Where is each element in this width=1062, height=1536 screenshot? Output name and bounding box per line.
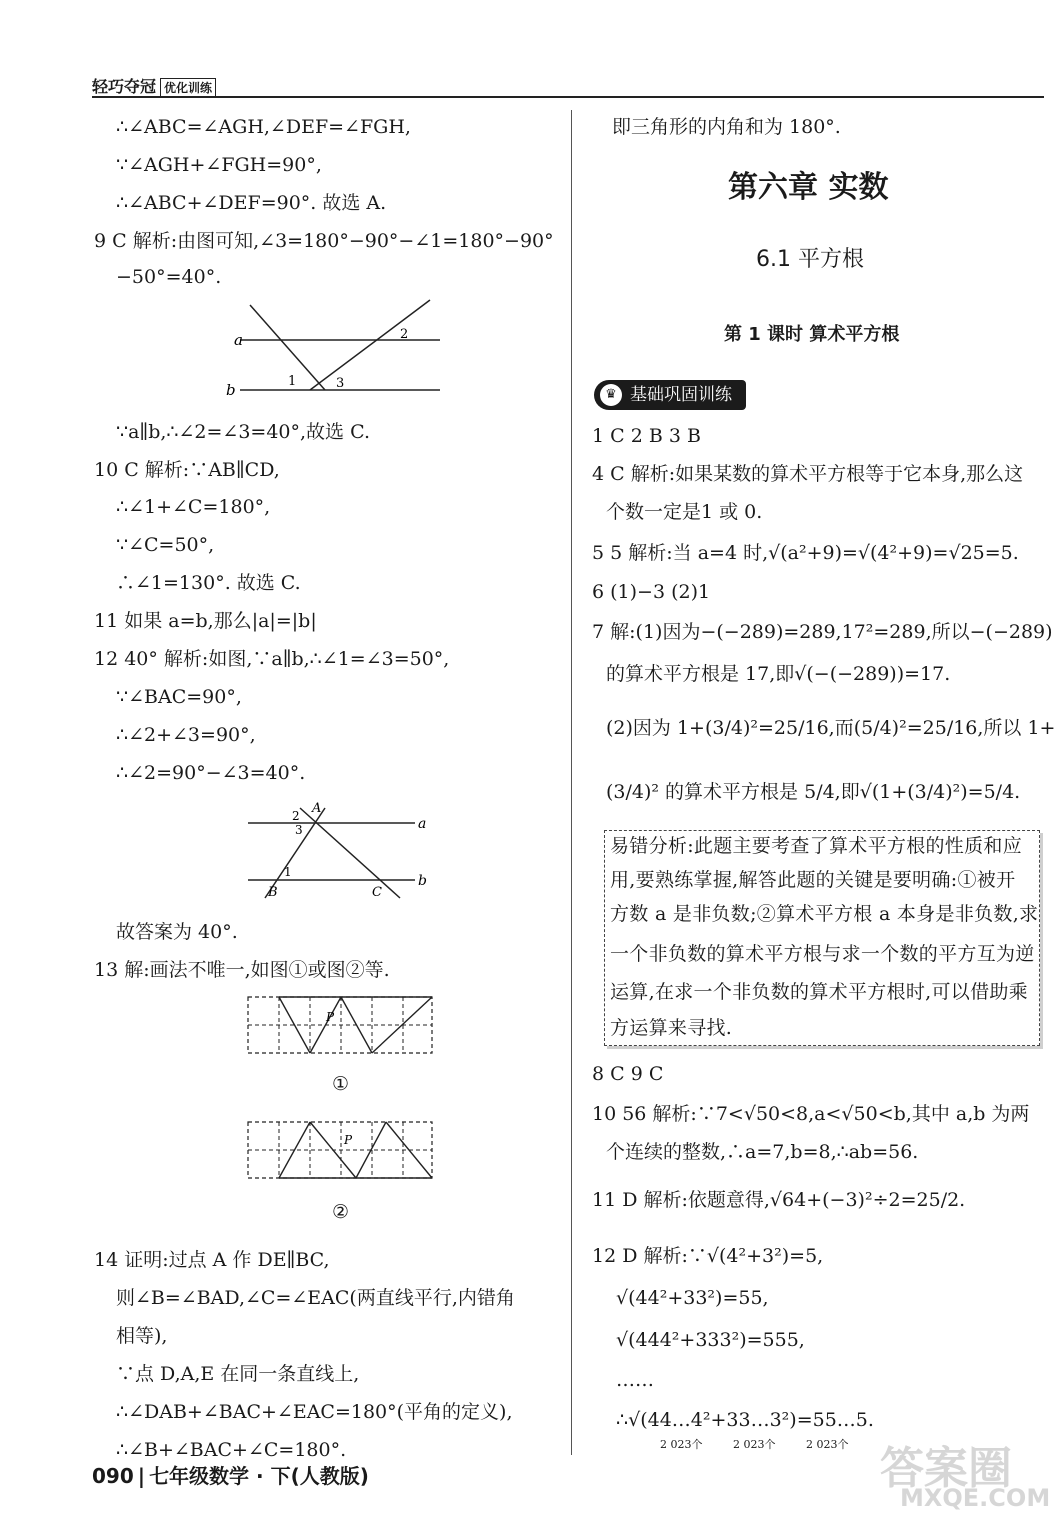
angle-2: 2 (292, 809, 300, 823)
answer-5: 5 5 解析:当 a=4 时,√(a²+9)=√(4²+9)=√25=5. (592, 542, 1019, 564)
note-line: 运算,在求一个非负数的算术平方根时,可以借助乘 (610, 981, 1028, 1003)
section-banner (594, 380, 746, 410)
text-line: …… (616, 1369, 654, 1391)
figure-caption-1: ① (332, 1073, 350, 1095)
text-line: 即三角形的内角和为 180°. (612, 116, 841, 138)
header-logo: 轻巧夺冠 优化训练 (92, 74, 216, 97)
answer-10: 10 C 解析:∵AB∥CD, (94, 459, 280, 481)
angle-3: 3 (295, 823, 303, 837)
text-line: ∵点 D,A,E 在同一条直线上, (116, 1363, 360, 1385)
text-line: 相等), (116, 1325, 168, 1347)
text-line: ∵∠C=50°, (116, 534, 215, 556)
label-b: b (418, 873, 427, 889)
text-line: ∴∠DAB+∠BAC+∠EAC=180°(平角的定义), (116, 1401, 513, 1423)
text-line: ∴∠B+∠BAC+∠C=180°. (116, 1439, 347, 1461)
error-analysis-box (604, 830, 1040, 1046)
angle-2: 2 (400, 327, 409, 342)
answer-9: 9 C 解析:由图可知,∠3=180°−90°−∠1=180°−90° (94, 230, 554, 252)
point-P: P (326, 1010, 335, 1024)
banner-label: 基础巩固训练 (630, 385, 732, 405)
answer-12: 12 D 解析:∵√(4²+3²)=5, (592, 1245, 824, 1267)
answer-12: 12 40° 解析:如图,∵a∥b,∴∠1=∠3=50°, (94, 648, 450, 670)
label-a: a (418, 816, 427, 832)
text-line: (3/4)² 的算术平方根是 5/4,即√(1+(3/4)²)=5/4. (606, 781, 1021, 803)
text-line: ∴∠2=90°−∠3=40°. (116, 762, 306, 784)
subscript-label: 2 023个 (733, 1438, 776, 1451)
answer-8-9: 8 C 9 C (592, 1063, 664, 1085)
figure-caption-2: ② (332, 1201, 350, 1223)
text-line: 的算术平方根是 17,即√(−(−289))=17. (606, 663, 951, 685)
text-line: 故答案为 40°. (116, 921, 238, 943)
header-badge: 优化训练 (160, 78, 216, 97)
figure-q13-1 (246, 995, 436, 1057)
note-line: 易错分析:此题主要考查了算术平方根的性质和应 (610, 835, 1023, 857)
note-line: 用,要熟练掌握,解答此题的关键是要明确:①被开 (610, 869, 1016, 891)
figure-q12 (240, 798, 440, 908)
header-rule (92, 96, 1044, 98)
answer-11: 11 D 解析:依题意得,√64+(−3)²÷2=25/2. (592, 1189, 966, 1211)
text-line: 个数一定是1 或 0. (606, 501, 763, 523)
text-line: ∴∠2+∠3=90°, (116, 724, 256, 746)
text-line: −50°=40°. (116, 266, 222, 288)
watermark-url: MXQE.COM (900, 1484, 1051, 1512)
figure-q13-2 (246, 1120, 436, 1182)
answer-10: 10 56 解析:∵7<√50<8,a<√50<b,其中 a,b 为两 (592, 1103, 1030, 1125)
subscript-label: 2 023个 (806, 1438, 849, 1451)
page-footer: 090 | 七年级数学 · 下(人教版) (92, 1464, 369, 1488)
text-line: ∴∠ABC=∠AGH,∠DEF=∠FGH, (116, 116, 411, 138)
point-P: P (344, 1133, 353, 1147)
angle-1: 1 (284, 865, 292, 879)
text-line: ∴∠1+∠C=180°, (116, 496, 271, 518)
text-line: 则∠B=∠BAD,∠C=∠EAC(两直线平行,内错角 (116, 1287, 515, 1309)
point-B: B (268, 885, 278, 900)
section-title: 6.1 平方根 (756, 247, 864, 272)
page-number: 090 (92, 1464, 134, 1488)
text-line: ∵∠BAC=90°, (116, 686, 242, 708)
watermark-logo: 答案圈 (880, 1443, 1012, 1494)
text-line: ∴∠1=130°. 故选 C. (116, 572, 301, 594)
text-line: ∴√(44…4²+33…3²)=55…5. (616, 1409, 874, 1431)
text-line: ∵a∥b,∴∠2=∠3=40°,故选 C. (116, 421, 370, 443)
note-line: 方运算来寻找. (610, 1017, 733, 1039)
text-line: √(444²+333²)=555, (616, 1329, 805, 1351)
point-A: A (312, 801, 322, 816)
answer-13: 13 解:画法不唯一,如图①或图②等. (94, 959, 390, 981)
column-divider (571, 110, 572, 1455)
note-line: 一个非负数的算术平方根与求一个数的平方互为逆 (610, 943, 1035, 965)
chapter-title: 第六章 实数 (728, 170, 889, 205)
note-line: 方数 a 是非负数;②算术平方根 a 本身是非负数,求 (610, 903, 1039, 925)
subscript-label: 2 023个 (660, 1438, 703, 1451)
figure-q9 (220, 295, 460, 405)
lesson-title: 第 1 课时 算术平方根 (724, 324, 900, 345)
text-line: 个连续的整数,∴a=7,b=8,∴ab=56. (606, 1141, 919, 1163)
answer-1-3: 1 C 2 B 3 B (592, 425, 701, 447)
answer-6: 6 (1)−3 (2)1 (592, 581, 711, 603)
angle-3: 3 (336, 376, 345, 391)
text-line: √(44²+33²)=55, (616, 1287, 769, 1309)
label-a: a (234, 331, 243, 349)
point-C: C (372, 885, 382, 900)
book-title: 七年级数学 · 下(人教版) (149, 1464, 369, 1488)
answer-4: 4 C 解析:如果某数的算术平方根等于它本身,那么这 (592, 463, 1024, 485)
crown-icon: ♛ (600, 384, 622, 406)
text-line: ∴∠ABC+∠DEF=90°. 故选 A. (116, 192, 387, 214)
label-b: b (226, 381, 236, 399)
text-line: ∵∠AGH+∠FGH=90°, (116, 154, 322, 176)
angle-1: 1 (288, 374, 297, 389)
text-line: (2)因为 1+(3/4)²=25/16,而(5/4)²=25/16,所以 1+ (606, 717, 1056, 739)
answer-11: 11 如果 a=b,那么|a|=|b| (94, 610, 317, 632)
answer-7: 7 解:(1)因为−(−289)=289,17²=289,所以−(−289) (592, 621, 1053, 643)
answer-14: 14 证明:过点 A 作 DE∥BC, (94, 1249, 330, 1271)
